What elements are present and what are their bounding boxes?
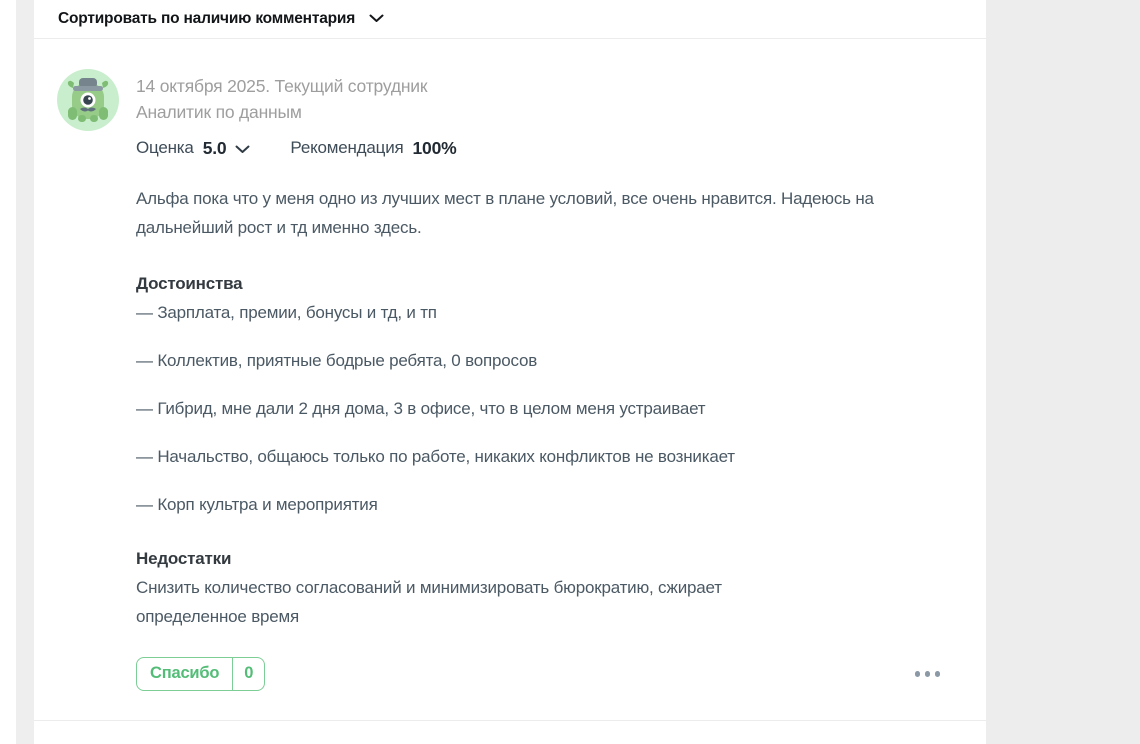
cons-text: Снизить количество согласований и минимизировать бюрократию, сжирает определенное время: [136, 578, 722, 626]
pros-item: — Корп культра и мероприятия: [136, 495, 378, 514]
sort-dropdown[interactable]: [34, 0, 986, 39]
page-background-panel: [986, 0, 1140, 744]
chevron-down-icon: [235, 139, 250, 159]
review-date-status: 14 октября 2025. Текущий сотрудник: [136, 76, 428, 96]
review-summary: Альфа пока что у меня одно из лучших мест в плане условий, все очень нравится. Надеюсь на дальнейший рост и тд именно здесь.: [136, 189, 874, 237]
rating-value: 5.0: [202, 137, 227, 158]
pros-item: — Начальство, общаюсь только по работе, никаких конфликтов не возникает: [136, 447, 735, 466]
more-actions-button[interactable]: [913, 665, 943, 683]
ellipsis-icon: [925, 671, 931, 677]
ratings-row: [136, 137, 940, 159]
ellipsis-icon: [915, 671, 921, 677]
pros-item: — Зарплата, премии, бонусы и тд, и тп: [136, 303, 437, 322]
recommendation-value: 100%: [412, 137, 457, 158]
recommendation-block: [290, 138, 456, 159]
cons-heading: Недостатки: [136, 549, 232, 568]
sort-dropdown-label: Сортировать по наличию комментария: [58, 10, 356, 27]
content-column: [34, 0, 986, 721]
pros-list: [136, 298, 940, 519]
recommendation-label: Рекомендация: [290, 138, 404, 157]
thanks-button-label: Спасибо: [150, 664, 220, 682]
thanks-count-badge: 0: [232, 658, 264, 690]
page-gutter: [16, 0, 34, 744]
chevron-down-icon: [369, 10, 384, 28]
review-job-title: Аналитик по данным: [136, 102, 302, 122]
pros-heading: Достоинства: [136, 274, 243, 293]
ellipsis-icon: [935, 671, 941, 677]
pros-item: — Коллектив, приятные бодрые ребята, 0 вопросов: [136, 351, 538, 370]
thanks-button[interactable]: [136, 657, 265, 691]
review-footer: [136, 657, 942, 691]
rating-dropdown[interactable]: [136, 137, 250, 159]
pros-item: — Гибрид, мне дали 2 дня дома, 3 в офисе, что в целом меня устраивает: [136, 399, 706, 418]
monster-avatar-icon: [57, 69, 119, 131]
rating-label: Оценка: [136, 138, 194, 157]
review-card: [34, 39, 986, 721]
